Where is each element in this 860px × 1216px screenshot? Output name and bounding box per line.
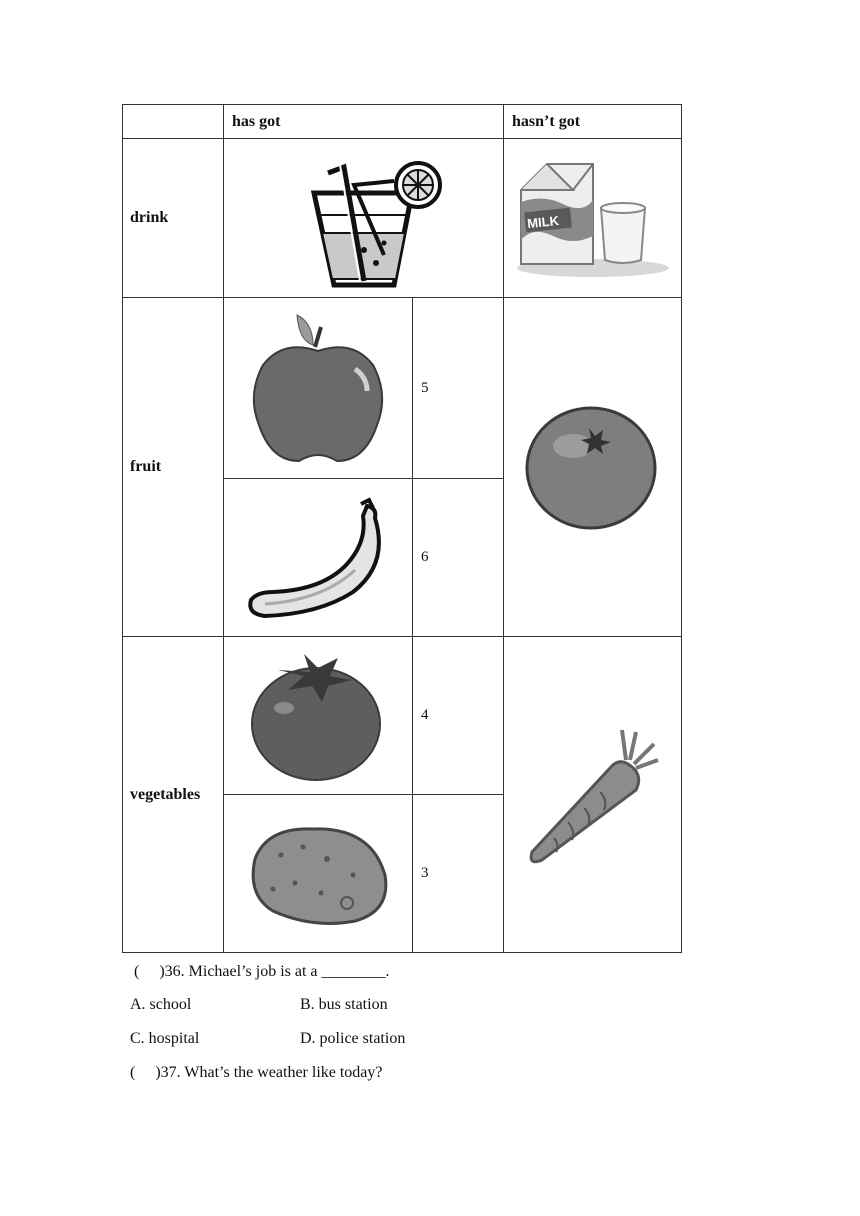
tomato-number: 4	[413, 637, 504, 795]
potato-number: 3	[413, 795, 504, 953]
milk-icon	[513, 156, 673, 280]
row-label-vegetables: vegetables	[123, 637, 224, 953]
hasnt-got-drink-cell	[504, 139, 682, 298]
food-table	[122, 104, 682, 953]
table-row	[123, 298, 682, 479]
has-got-potato-cell	[224, 795, 413, 953]
question-36: ( )36. Michael’s job is at a ________.	[130, 963, 390, 980]
option-b: B. bus station	[300, 996, 388, 1013]
header-row	[123, 105, 682, 139]
question-37: ( )37. What’s the weather like today?	[130, 1064, 383, 1081]
header-blank-cell	[123, 105, 224, 139]
apple-number: 5	[413, 298, 504, 479]
potato-icon	[243, 819, 393, 929]
row-label-fruit: fruit	[123, 298, 224, 637]
header-hasnt-got: hasn’t got	[504, 105, 682, 139]
juice-icon	[284, 145, 444, 291]
hasnt-got-vegetables-cell	[504, 637, 682, 953]
option-c: C. hospital	[130, 1030, 200, 1047]
option-d: D. police station	[300, 1030, 406, 1047]
has-got-banana-cell	[224, 479, 413, 637]
row-label-drink: drink	[123, 139, 224, 298]
option-a: A. school	[130, 996, 192, 1013]
has-got-drink-cell	[224, 139, 504, 298]
milk-carton-label: MILK	[526, 212, 560, 232]
apple-icon	[243, 305, 393, 471]
table-row	[123, 637, 682, 795]
orange-icon	[523, 402, 663, 532]
banana-icon	[243, 496, 393, 620]
hasnt-got-fruit-cell	[504, 298, 682, 637]
table-row	[123, 139, 682, 298]
tomato-icon	[248, 646, 388, 786]
banana-number: 6	[413, 479, 504, 637]
carrot-icon	[518, 720, 668, 870]
has-got-tomato-cell	[224, 637, 413, 795]
header-has-got: has got	[224, 105, 504, 139]
has-got-apple-cell	[224, 298, 413, 479]
